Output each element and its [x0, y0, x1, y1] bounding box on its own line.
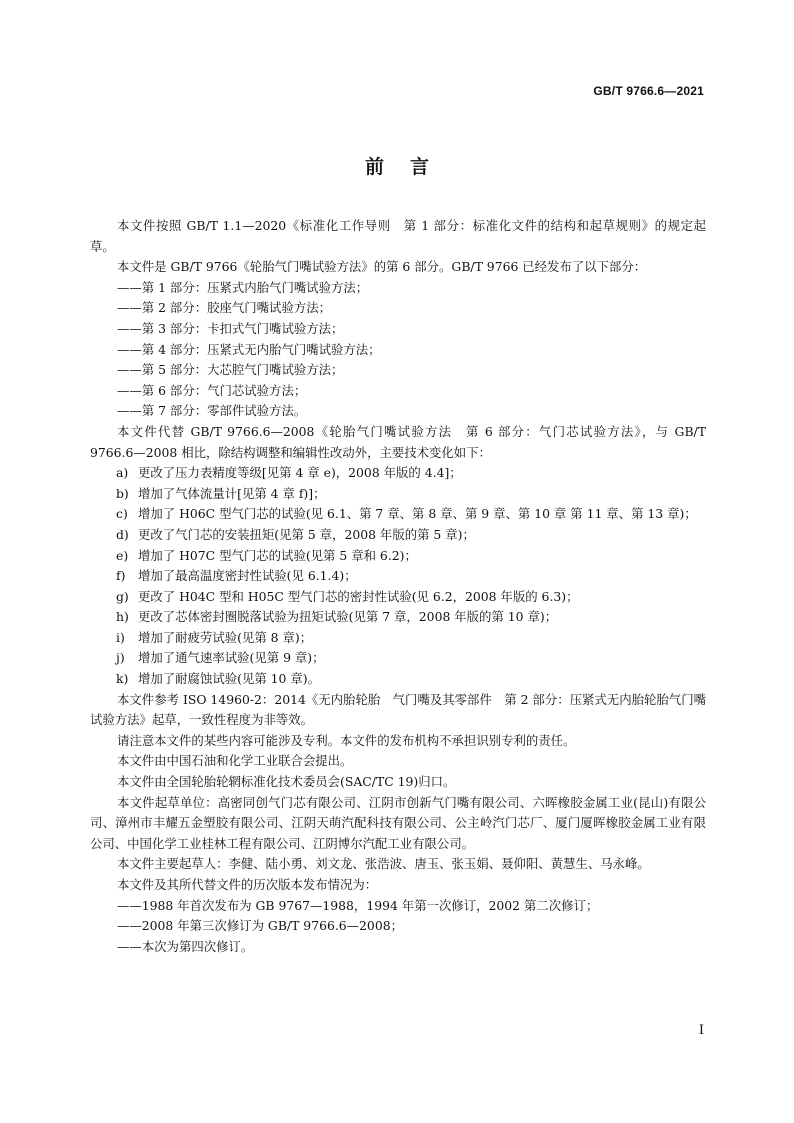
- replacement-paragraph: 本文件代替 GB/T 9766.6—2008《轮胎气门嘴试验方法 第 6 部分：气门芯试验方法》，与 GB/T 9766.6—2008 相比，除结构调整和编辑性改动外，主要技术变化如下：: [90, 423, 706, 460]
- change-label: j): [116, 650, 125, 666]
- committee-paragraph: 本文件由全国轮胎轮辋标准化技术委员会(SAC/TC 19)归口。: [117, 774, 456, 790]
- change-label: f): [116, 568, 126, 584]
- change-text: 增加了 H06C 型气门芯的试验(见 6.1、第 7 章、第 8 章、第 9 章、第 10 章 第 11 章、第 13 章)；: [138, 506, 697, 522]
- change-text: 更改了气门芯的安装扭矩(见第 5 章，2008 年版的第 5 章)；: [138, 526, 475, 542]
- change-text: 增加了耐腐蚀试验(见第 10 章)。: [138, 671, 320, 687]
- change-list-item: [90, 607, 706, 628]
- change-list-item: [90, 648, 706, 669]
- page-number: I: [698, 1023, 704, 1038]
- change-label: i): [116, 629, 125, 645]
- change-list-item: [90, 504, 706, 525]
- change-label: c): [116, 506, 128, 522]
- change-label: d): [116, 526, 129, 542]
- series-part-item: ——第 6 部分：气门芯试验方法；: [117, 382, 307, 398]
- history-item: ——1988 年首次发布为 GB 9767—1988，1994 年第一次修订，2002 第二次修订；: [117, 897, 599, 913]
- series-part-item: ——第 1 部分：压紧式内胎气门嘴试验方法；: [117, 279, 369, 295]
- change-list-item: [90, 669, 706, 690]
- change-text: 增加了通气速率试验(见第 9 章)；: [138, 650, 325, 666]
- series-part-item: ——第 2 部分：胶座气门嘴试验方法；: [117, 300, 332, 316]
- change-text: 更改了压力表精度等级[见第 4 章 e)，2008 年版的 4.4]；: [138, 465, 462, 481]
- change-label: a): [116, 465, 129, 481]
- change-text: 增加了最高温度密封性试验(见 6.1.4)；: [138, 568, 357, 584]
- change-label: h): [116, 609, 129, 625]
- series-part-item: ——第 5 部分：大芯腔气门嘴试验方法；: [117, 362, 344, 378]
- series-part-item: ——第 7 部分：零部件试验方法。: [117, 403, 307, 419]
- history-item: ——本次为第四次修订。: [117, 938, 254, 954]
- change-list-item: [90, 525, 706, 546]
- document-code-header: GB/T 9766.6—2021: [593, 84, 704, 98]
- history-item: ——2008 年第三次修订为 GB/T 9766.6—2008；: [117, 918, 403, 934]
- series-part-item: ——第 3 部分：卡扣式气门嘴试验方法；: [117, 320, 344, 336]
- change-label: k): [116, 671, 129, 687]
- drafters-paragraph: 本文件主要起草人：李健、陆小勇、刘文龙、张浩波、唐玉、张玉娟、聂仰阳、黄慧生、马永峰。: [117, 856, 650, 872]
- reference-paragraph: 本文件参考 ISO 14960-2：2014《无内胎轮胎 气门嘴及其零部件 第 2 部分：压紧式无内胎轮胎气门嘴试验方法》起草，一致性程度为非等效。: [90, 691, 706, 728]
- change-text: 更改了芯体密封圈脱落试验为扭矩试验(见第 7 章，2008 年版的第 10 章)；: [138, 609, 558, 625]
- change-label: e): [116, 547, 129, 563]
- change-text: 增加了气体流量计[见第 4 章 f)]；: [138, 485, 326, 501]
- change-label: b): [116, 485, 129, 501]
- patent-notice-paragraph: 请注意本文件的某些内容可能涉及专利。本文件的发布机构不承担识别专利的责任。: [117, 732, 576, 748]
- change-list-item: [90, 628, 706, 649]
- change-list-item: [90, 463, 706, 484]
- series-intro-paragraph: 本文件是 GB/T 9766《轮胎气门嘴试验方法》的第 6 部分。GB/T 9766 已经发布了以下部分：: [117, 259, 647, 275]
- change-label: g): [116, 588, 129, 604]
- change-list-item: [90, 566, 706, 587]
- proposer-paragraph: 本文件由中国石油和化学工业联合会提出。: [117, 753, 353, 769]
- change-text: 增加了耐疲劳试验(见第 8 章)；: [138, 629, 313, 645]
- series-part-item: ——第 4 部分：压紧式无内胎气门嘴试验方法；: [117, 341, 381, 357]
- drafting-basis-paragraph: 本文件按照 GB/T 1.1—2020《标准化工作导则 第 1 部分：标准化文件的结构和起草规则》的规定起草。: [90, 218, 706, 254]
- change-text: 增加了 H07C 型气门芯的试验(见第 5 章和 6.2)；: [138, 547, 417, 563]
- drafting-units-paragraph: 本文件起草单位：高密同创气门芯有限公司、江阴市创新气门嘴有限公司、六晖橡胶金属工业(昆山)有限公司、漳州市丰耀五金塑胶有限公司、江阴天萌汽配科技有限公司、公主岭汽门芯厂、厦门厦晖橡胶金属工业有限公司、中国化学工业桂林工程有限公司、江阴博尔汽配工业有限公司。: [90, 794, 706, 851]
- page-title: 前言: [364, 156, 455, 178]
- change-list-item: [90, 587, 706, 608]
- change-list-item: [90, 484, 706, 505]
- history-intro-paragraph: 本文件及其所代替文件的历次版本发布情况为：: [117, 877, 378, 892]
- document-body: [90, 216, 706, 957]
- change-text: 更改了 H04C 型和 H05C 型气门芯的密封性试验(见 6.2，2008 年版的 6.3)；: [138, 588, 579, 604]
- change-list-item: [90, 546, 706, 567]
